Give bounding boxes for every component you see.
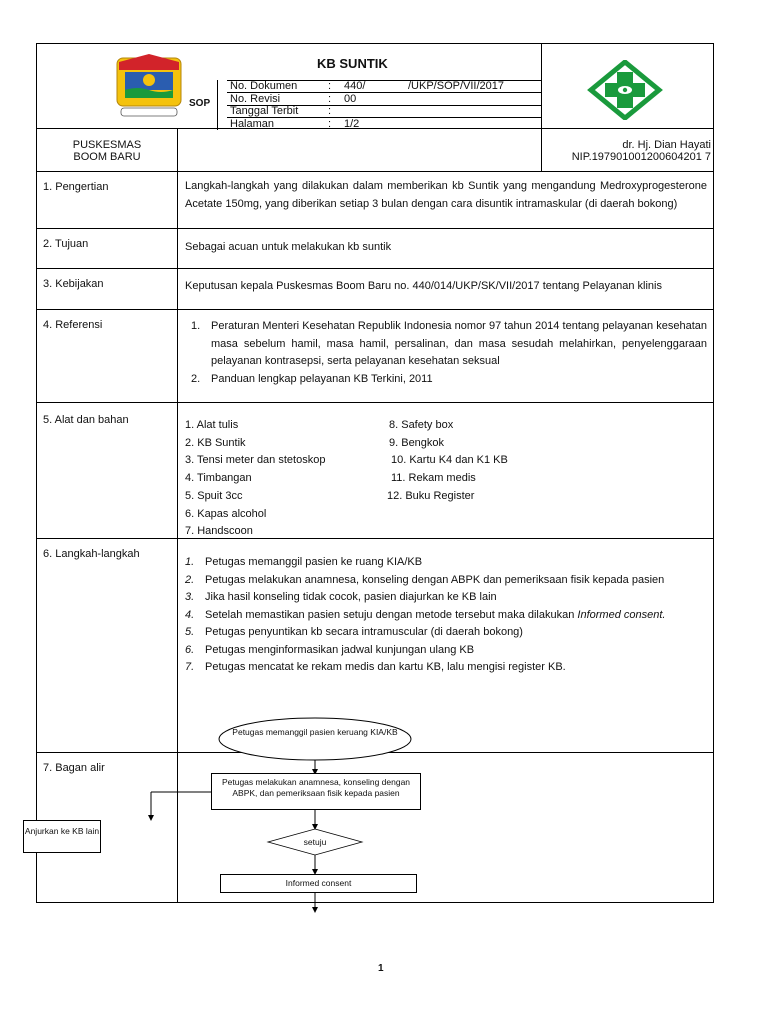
section-text: Keputusan kepala Puskesmas Boom Baru no. 440/014/UKP/SK/VII/2017 tentang Pelayanan klinis xyxy=(185,280,662,292)
item-number: 7. xyxy=(185,661,195,673)
list-item: 3. Tensi meter dan stetoskop xyxy=(185,454,326,467)
list-item: 8. Safety box xyxy=(389,419,454,431)
list-item: 9. Bengkok xyxy=(389,436,445,449)
item-number: 4. xyxy=(185,608,195,621)
section-label: 3. Kebijakan xyxy=(43,278,104,290)
meta-separator: : xyxy=(328,93,332,105)
meta-label: Tanggal Terbit xyxy=(230,105,299,117)
list-item: 11. Rekam medis xyxy=(391,472,476,485)
meta-value: 00 xyxy=(344,93,357,105)
flow-step-informed-consent: Informed consent xyxy=(220,874,417,893)
meta-separator: : xyxy=(328,118,332,130)
signatory-name: dr. Hj. Dian Hayati xyxy=(622,139,711,151)
meta-separator: : xyxy=(328,105,332,117)
section-label: 2. Tujuan xyxy=(43,238,89,250)
section-label: 1. Pengertian xyxy=(43,181,109,193)
flow-decision-label: setuju xyxy=(303,837,327,847)
item-text: Petugas menginformasikan jadwal kunjungan ulang KB xyxy=(205,643,475,656)
item-text: Jika hasil konseling tidak cocok, pasien diajurkan ke KB lain xyxy=(205,591,497,603)
list-item: 1. Alat tulis xyxy=(185,419,239,431)
item-text: Petugas memanggil pasien ke ruang KIA/KB xyxy=(205,556,423,568)
flow-step-call-patient: Petugas memanggil pasien keruang KIA/KB xyxy=(232,727,398,737)
list-item: 2. KB Suntik xyxy=(185,436,246,449)
item-number: 2. xyxy=(185,573,195,586)
section-label: 7. Bagan alir xyxy=(43,762,105,774)
section-text: Sebagai acuan untuk melakukan kb suntik xyxy=(185,241,392,253)
org-line-2: BOOM BARU xyxy=(73,151,141,163)
list-item: 7. Handscoon xyxy=(185,525,253,538)
meta-value-suffix: /UKP/SOP/VII/2017 xyxy=(408,80,504,92)
meta-separator: : xyxy=(328,80,332,92)
item-text: Petugas melakukan anamnesa, konseling dengan ABPK dan pemeriksaan fisik kepada pasien xyxy=(205,573,665,586)
item-text: Peraturan Menteri Kesehatan Republik Indonesia nomor 97 tahun 2014 tentang pelayanan kesehatan masa sebelum hamil, masa hamil, persalinan, dan masa sesudah melahirkan, penyelenggaraan pelayanan kontrasepsi, serta pelayanan kesehatan seksual xyxy=(211,320,707,367)
item-number: 1. xyxy=(191,320,201,332)
document-title: KB SUNTIK xyxy=(317,56,388,71)
item-text: Panduan lengkap pelayanan KB Terkini, 2011 xyxy=(211,372,433,385)
item-number: 5. xyxy=(185,626,195,638)
meta-label: No. Dokumen xyxy=(230,80,298,92)
section-text: Langkah-langkah yang dilakukan dalam memberikan kb Suntik yang mengandung Medroxyprogesterone Acetate 150mg, yang diberikan setiap 3 bulan dengan cara disuntik intramaskular (di daerah bokong) xyxy=(185,180,707,210)
list-item: 10. Kartu K4 dan K1 KB xyxy=(391,454,508,467)
flow-step-anamnesa: Petugas melakukan anamnesa, konseling dengan ABPK, dan pemeriksaan fisik kepada pasien xyxy=(211,773,421,810)
list-item: 12. Buku Register xyxy=(387,489,475,502)
item-text: Setelah memastikan pasien setuju dengan metode tersebut maka dilakukan xyxy=(205,608,575,621)
section-label: 4. Referensi xyxy=(43,319,103,331)
meta-value: 440/ xyxy=(344,80,366,92)
item-number: 6. xyxy=(185,643,195,656)
meta-label: Halaman xyxy=(230,118,275,130)
page-number: 1 xyxy=(378,963,384,974)
list-item: 4. Timbangan xyxy=(185,472,252,485)
list-item: 6. Kapas alcohol xyxy=(185,507,267,520)
item-number: 2. xyxy=(191,372,201,385)
org-line-1: PUSKESMAS xyxy=(72,139,142,151)
item-number: 1. xyxy=(185,556,195,568)
item-number: 3. xyxy=(185,591,195,603)
section-label: 5. Alat dan bahan xyxy=(43,414,129,426)
section-label: 6. Langkah-langkah xyxy=(43,548,140,560)
list-item: 5. Spuit 3cc xyxy=(185,489,243,502)
meta-label: No. Revisi xyxy=(230,93,281,105)
flow-side-box: Anjurkan ke KB lain xyxy=(23,820,101,853)
flow-start-ellipse xyxy=(219,718,411,760)
signatory-nip: NIP.197901001200604201 7 xyxy=(571,151,711,163)
item-text: Petugas penyuntikan kb secara intramuscular (di daerah bokong) xyxy=(205,626,523,638)
meta-value: 1/2 xyxy=(344,118,360,130)
item-italic-text: Informed consent. xyxy=(577,608,666,621)
sop-label: SOP xyxy=(189,98,211,109)
item-text: Petugas mencatat ke rekam medis dan kartu KB, lalu mengisi register KB. xyxy=(205,661,566,673)
